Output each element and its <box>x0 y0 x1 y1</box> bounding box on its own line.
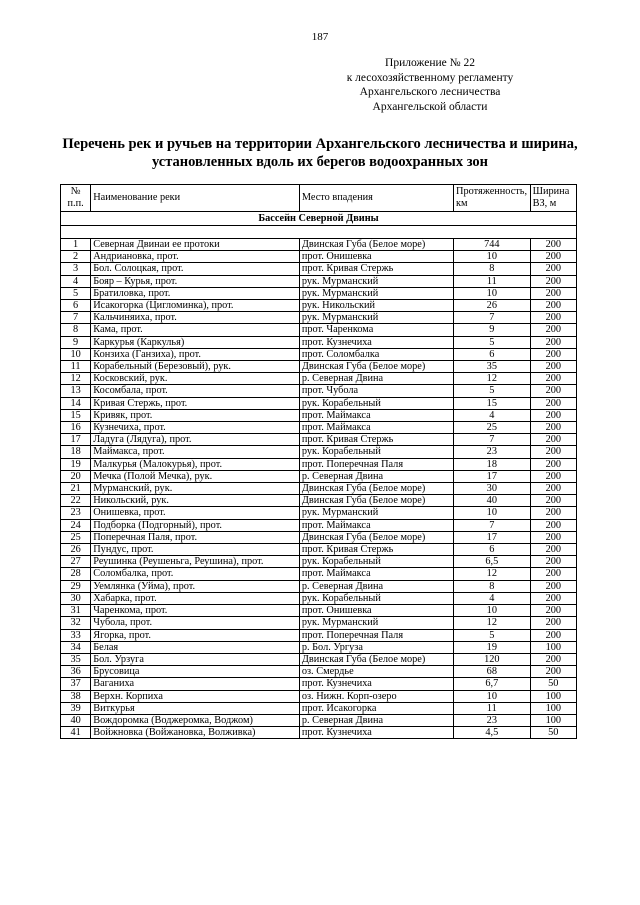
table-row <box>61 519 577 531</box>
cell-width: 50 <box>530 678 576 690</box>
cell-name: Уемлянка (Уйма), прот. <box>91 580 300 592</box>
header-name: Наименование реки <box>91 185 300 212</box>
table-row <box>61 287 577 299</box>
cell-length: 17 <box>454 470 531 482</box>
cell-length: 10 <box>454 690 531 702</box>
cell-name: Хабарка, прот. <box>91 592 300 604</box>
cell-num: 23 <box>61 507 91 519</box>
cell-num: 5 <box>61 287 91 299</box>
cell-num: 3 <box>61 263 91 275</box>
cell-mouth: прот. Кривая Стержь <box>299 544 453 556</box>
title-line-1: Перечень рек и ручьев на территории Архангельского лесничества и ширина, <box>62 136 578 152</box>
cell-mouth: прот. Соломбалка <box>299 348 453 360</box>
cell-length: 6,5 <box>454 556 531 568</box>
header-length: Протяженность, км <box>454 185 531 212</box>
cell-num: 6 <box>61 300 91 312</box>
cell-num: 20 <box>61 470 91 482</box>
table-row <box>61 434 577 446</box>
cell-num: 25 <box>61 531 91 543</box>
cell-length: 10 <box>454 507 531 519</box>
document-title <box>20 135 620 171</box>
table-row <box>61 666 577 678</box>
table-row <box>61 397 577 409</box>
table-row <box>61 702 577 714</box>
cell-length: 68 <box>454 666 531 678</box>
cell-num: 17 <box>61 434 91 446</box>
table-row <box>61 690 577 702</box>
table-row <box>61 336 577 348</box>
cell-mouth: прот. Кузнечиха <box>299 727 453 739</box>
cell-mouth: прот. Чаренкома <box>299 324 453 336</box>
cell-num: 41 <box>61 727 91 739</box>
table-row <box>61 312 577 324</box>
cell-num: 28 <box>61 568 91 580</box>
header-mouth: Место впадения <box>299 185 453 212</box>
cell-width: 200 <box>530 580 576 592</box>
cell-mouth: рук. Корабельный <box>299 556 453 568</box>
cell-length: 4,5 <box>454 727 531 739</box>
cell-mouth: р. Северная Двина <box>299 470 453 482</box>
cell-name: Бол. Солоцкая, прот. <box>91 263 300 275</box>
cell-length: 8 <box>454 580 531 592</box>
cell-num: 13 <box>61 385 91 397</box>
table-row <box>61 275 577 287</box>
cell-width: 200 <box>530 592 576 604</box>
cell-num: 39 <box>61 702 91 714</box>
cell-mouth: рук. Никольский <box>299 300 453 312</box>
cell-num: 12 <box>61 373 91 385</box>
cell-num: 33 <box>61 629 91 641</box>
cell-width: 100 <box>530 641 576 653</box>
cell-name: Кама, прот. <box>91 324 300 336</box>
cell-num: 30 <box>61 592 91 604</box>
table-header-row <box>61 185 577 212</box>
cell-length: 6,7 <box>454 678 531 690</box>
cell-length: 7 <box>454 519 531 531</box>
cell-width: 200 <box>530 324 576 336</box>
cell-num: 35 <box>61 653 91 665</box>
table-row <box>61 324 577 336</box>
table-row <box>61 361 577 373</box>
cell-length: 10 <box>454 605 531 617</box>
cell-name: Кальчиняиха, прот. <box>91 312 300 324</box>
cell-mouth: р. Северная Двина <box>299 714 453 726</box>
cell-length: 5 <box>454 336 531 348</box>
cell-mouth: рук. Корабельный <box>299 446 453 458</box>
table-row <box>61 373 577 385</box>
cell-name: Кривая Стержь, прот. <box>91 397 300 409</box>
cell-name: Бояр – Курья, прот. <box>91 275 300 287</box>
cell-mouth: Двинская Губа (Белое море) <box>299 239 453 251</box>
cell-width: 200 <box>530 239 576 251</box>
cell-width: 200 <box>530 458 576 470</box>
cell-width: 200 <box>530 544 576 556</box>
cell-mouth: Двинская Губа (Белое море) <box>299 361 453 373</box>
cell-name: Малкурья (Малокурья), прот. <box>91 458 300 470</box>
title-line-2: установленных вдоль их берегов водоохранных зон <box>151 154 489 170</box>
cell-length: 5 <box>454 385 531 397</box>
table-row <box>61 568 577 580</box>
cell-name: Чубола, прот. <box>91 617 300 629</box>
table-row <box>61 544 577 556</box>
table-row <box>61 251 577 263</box>
cell-mouth: Двинская Губа (Белое море) <box>299 495 453 507</box>
cell-width: 200 <box>530 275 576 287</box>
cell-name: Ладуга (Лядуга), прот. <box>91 434 300 446</box>
cell-name: Реушинка (Реушеньга, Реушина), прот. <box>91 556 300 568</box>
header-num: № п.п. <box>61 185 91 212</box>
cell-mouth: рук. Мурманский <box>299 507 453 519</box>
cell-mouth: р. Северная Двина <box>299 580 453 592</box>
cell-length: 26 <box>454 300 531 312</box>
cell-length: 23 <box>454 446 531 458</box>
cell-num: 8 <box>61 324 91 336</box>
cell-mouth: прот. Кривая Стержь <box>299 263 453 275</box>
table-row <box>61 507 577 519</box>
table-row <box>61 531 577 543</box>
cell-width: 200 <box>530 666 576 678</box>
cell-width: 200 <box>530 519 576 531</box>
cell-mouth: р. Северная Двина <box>299 373 453 385</box>
cell-name: Кривяк, прот. <box>91 409 300 421</box>
cell-name: Маймакса, прот. <box>91 446 300 458</box>
cell-length: 10 <box>454 251 531 263</box>
cell-length: 7 <box>454 434 531 446</box>
cell-length: 15 <box>454 397 531 409</box>
cell-width: 200 <box>530 605 576 617</box>
cell-name: Мечка (Полой Мечка), рук. <box>91 470 300 482</box>
cell-name: Виткурья <box>91 702 300 714</box>
appendix-block <box>300 56 560 114</box>
cell-name: Пундус, прот. <box>91 544 300 556</box>
cell-name: Конзиха (Ганзиха), прот. <box>91 348 300 360</box>
cell-num: 2 <box>61 251 91 263</box>
cell-num: 1 <box>61 239 91 251</box>
cell-length: 12 <box>454 373 531 385</box>
cell-name: Вождоромка (Воджеромка, Воджом) <box>91 714 300 726</box>
table-row <box>61 556 577 568</box>
cell-mouth: Двинская Губа (Белое море) <box>299 531 453 543</box>
cell-name: Каркурья (Каркулья) <box>91 336 300 348</box>
cell-num: 36 <box>61 666 91 678</box>
cell-mouth: Двинская Губа (Белое море) <box>299 653 453 665</box>
cell-name: Северная Двинаи ее протоки <box>91 239 300 251</box>
cell-mouth: прот. Маймакса <box>299 519 453 531</box>
appendix-line: Архангельского лесничества <box>359 86 501 98</box>
cell-length: 9 <box>454 324 531 336</box>
table-row <box>61 678 577 690</box>
cell-width: 200 <box>530 361 576 373</box>
cell-mouth: рук. Мурманский <box>299 312 453 324</box>
cell-width: 200 <box>530 422 576 434</box>
table-row <box>61 629 577 641</box>
table-row <box>61 422 577 434</box>
cell-width: 200 <box>530 336 576 348</box>
table-row <box>61 483 577 495</box>
cell-width: 200 <box>530 251 576 263</box>
cell-length: 6 <box>454 544 531 556</box>
table-row <box>61 446 577 458</box>
cell-width: 200 <box>530 629 576 641</box>
table-row <box>61 495 577 507</box>
table-row <box>61 641 577 653</box>
cell-mouth: прот. Маймакса <box>299 409 453 421</box>
cell-num: 27 <box>61 556 91 568</box>
cell-width: 200 <box>530 348 576 360</box>
cell-num: 29 <box>61 580 91 592</box>
table-row <box>61 605 577 617</box>
cell-width: 200 <box>530 617 576 629</box>
cell-name: Ягорка, прот. <box>91 629 300 641</box>
cell-mouth: рук. Корабельный <box>299 397 453 409</box>
cell-name: Андриановка, прот. <box>91 251 300 263</box>
table-row <box>61 348 577 360</box>
cell-length: 4 <box>454 409 531 421</box>
cell-name: Исакогорка (Цигломинка), прот. <box>91 300 300 312</box>
cell-width: 100 <box>530 714 576 726</box>
cell-width: 200 <box>530 556 576 568</box>
cell-num: 22 <box>61 495 91 507</box>
cell-num: 9 <box>61 336 91 348</box>
appendix-line: Архангельской области <box>372 100 488 113</box>
cell-name: Верхн. Корпиха <box>91 690 300 702</box>
cell-width: 200 <box>530 287 576 299</box>
cell-name: Мурманский, рук. <box>91 483 300 495</box>
cell-width: 200 <box>530 507 576 519</box>
cell-width: 200 <box>530 495 576 507</box>
cell-num: 15 <box>61 409 91 421</box>
cell-name: Кузнечиха, прот. <box>91 422 300 434</box>
cell-mouth: прот. Чубола <box>299 385 453 397</box>
cell-name: Войжновка (Войжановка, Волживка) <box>91 727 300 739</box>
cell-num: 32 <box>61 617 91 629</box>
cell-length: 5 <box>454 629 531 641</box>
cell-name: Косковский, рук. <box>91 373 300 385</box>
cell-length: 40 <box>454 495 531 507</box>
cell-width: 200 <box>530 409 576 421</box>
cell-name: Никольский, рук. <box>91 495 300 507</box>
cell-name: Подборка (Подгорный), прот. <box>91 519 300 531</box>
cell-name: Корабельный (Березовый), рук. <box>91 361 300 373</box>
cell-mouth: р. Бол. Ургуза <box>299 641 453 653</box>
cell-name: Онишевка, прот. <box>91 507 300 519</box>
cell-name: Соломбалка, прот. <box>91 568 300 580</box>
cell-mouth: рук. Мурманский <box>299 287 453 299</box>
rivers-table <box>60 184 577 739</box>
table-row <box>61 592 577 604</box>
cell-mouth: прот. Онишевка <box>299 605 453 617</box>
cell-length: 6 <box>454 348 531 360</box>
cell-width: 200 <box>530 446 576 458</box>
table-body <box>61 212 577 739</box>
cell-mouth: рук. Корабельный <box>299 592 453 604</box>
cell-name: Белая <box>91 641 300 653</box>
cell-mouth: прот. Онишевка <box>299 251 453 263</box>
cell-width: 200 <box>530 312 576 324</box>
cell-name: Братиловка, прот. <box>91 287 300 299</box>
cell-length: 10 <box>454 287 531 299</box>
cell-mouth: прот. Кузнечиха <box>299 336 453 348</box>
cell-name: Бол. Урзуга <box>91 653 300 665</box>
cell-width: 200 <box>530 653 576 665</box>
basin-label: Бассейн Северной Двины <box>61 212 577 226</box>
cell-length: 8 <box>454 263 531 275</box>
cell-num: 4 <box>61 275 91 287</box>
cell-mouth: рук. Мурманский <box>299 617 453 629</box>
cell-width: 200 <box>530 568 576 580</box>
cell-width: 200 <box>530 385 576 397</box>
cell-num: 34 <box>61 641 91 653</box>
table-row <box>61 580 577 592</box>
cell-length: 11 <box>454 702 531 714</box>
cell-num: 38 <box>61 690 91 702</box>
cell-mouth: прот. Маймакса <box>299 422 453 434</box>
table-row <box>61 714 577 726</box>
cell-length: 12 <box>454 617 531 629</box>
cell-name: Косомбала, прот. <box>91 385 300 397</box>
cell-mouth: прот. Поперечная Паля <box>299 629 453 641</box>
cell-name: Чаренкома, прот. <box>91 605 300 617</box>
cell-mouth: рук. Мурманский <box>299 275 453 287</box>
table-row <box>61 458 577 470</box>
cell-num: 19 <box>61 458 91 470</box>
cell-num: 14 <box>61 397 91 409</box>
appendix-line: к лесохозяйственному регламенту <box>346 71 514 84</box>
cell-num: 16 <box>61 422 91 434</box>
cell-num: 7 <box>61 312 91 324</box>
cell-length: 12 <box>454 568 531 580</box>
cell-num: 11 <box>61 361 91 373</box>
cell-name: Ваганиха <box>91 678 300 690</box>
spacer-cell <box>61 226 577 239</box>
table-row <box>61 653 577 665</box>
cell-length: 19 <box>454 641 531 653</box>
basin-row <box>61 212 577 226</box>
cell-width: 200 <box>530 531 576 543</box>
cell-length: 23 <box>454 714 531 726</box>
cell-num: 31 <box>61 605 91 617</box>
cell-num: 10 <box>61 348 91 360</box>
cell-width: 100 <box>530 690 576 702</box>
cell-width: 200 <box>530 300 576 312</box>
cell-num: 18 <box>61 446 91 458</box>
cell-width: 200 <box>530 483 576 495</box>
cell-width: 200 <box>530 397 576 409</box>
cell-length: 7 <box>454 312 531 324</box>
cell-mouth: оз. Нижн. Корп-озеро <box>299 690 453 702</box>
cell-length: 11 <box>454 275 531 287</box>
table-row <box>61 409 577 421</box>
cell-width: 50 <box>530 727 576 739</box>
cell-width: 200 <box>530 263 576 275</box>
cell-mouth: прот. Кузнечиха <box>299 678 453 690</box>
table-row <box>61 385 577 397</box>
table-row <box>61 617 577 629</box>
cell-num: 21 <box>61 483 91 495</box>
cell-width: 200 <box>530 373 576 385</box>
cell-length: 18 <box>454 458 531 470</box>
cell-mouth: оз. Смердье <box>299 666 453 678</box>
cell-length: 4 <box>454 592 531 604</box>
cell-mouth: прот. Маймакса <box>299 568 453 580</box>
table-row <box>61 727 577 739</box>
table-row <box>61 470 577 482</box>
cell-mouth: прот. Исакогорка <box>299 702 453 714</box>
table-row <box>61 300 577 312</box>
page-number: 187 <box>311 31 329 43</box>
spacer-row <box>61 226 577 239</box>
table-row <box>61 239 577 251</box>
cell-length: 744 <box>454 239 531 251</box>
cell-name: Поперечная Паля, прот. <box>91 531 300 543</box>
cell-num: 40 <box>61 714 91 726</box>
cell-num: 26 <box>61 544 91 556</box>
cell-mouth: прот. Поперечная Паля <box>299 458 453 470</box>
cell-length: 25 <box>454 422 531 434</box>
cell-length: 17 <box>454 531 531 543</box>
appendix-line: Приложение № 22 <box>385 57 475 69</box>
table-row <box>61 263 577 275</box>
cell-width: 100 <box>530 702 576 714</box>
header-width: Ширина ВЗ, м <box>530 185 576 212</box>
cell-length: 120 <box>454 653 531 665</box>
cell-mouth: прот. Кривая Стержь <box>299 434 453 446</box>
cell-name: Брусовица <box>91 666 300 678</box>
cell-width: 200 <box>530 470 576 482</box>
cell-length: 30 <box>454 483 531 495</box>
cell-width: 200 <box>530 434 576 446</box>
cell-length: 35 <box>454 361 531 373</box>
cell-num: 24 <box>61 519 91 531</box>
cell-num: 37 <box>61 678 91 690</box>
cell-mouth: Двинская Губа (Белое море) <box>299 483 453 495</box>
